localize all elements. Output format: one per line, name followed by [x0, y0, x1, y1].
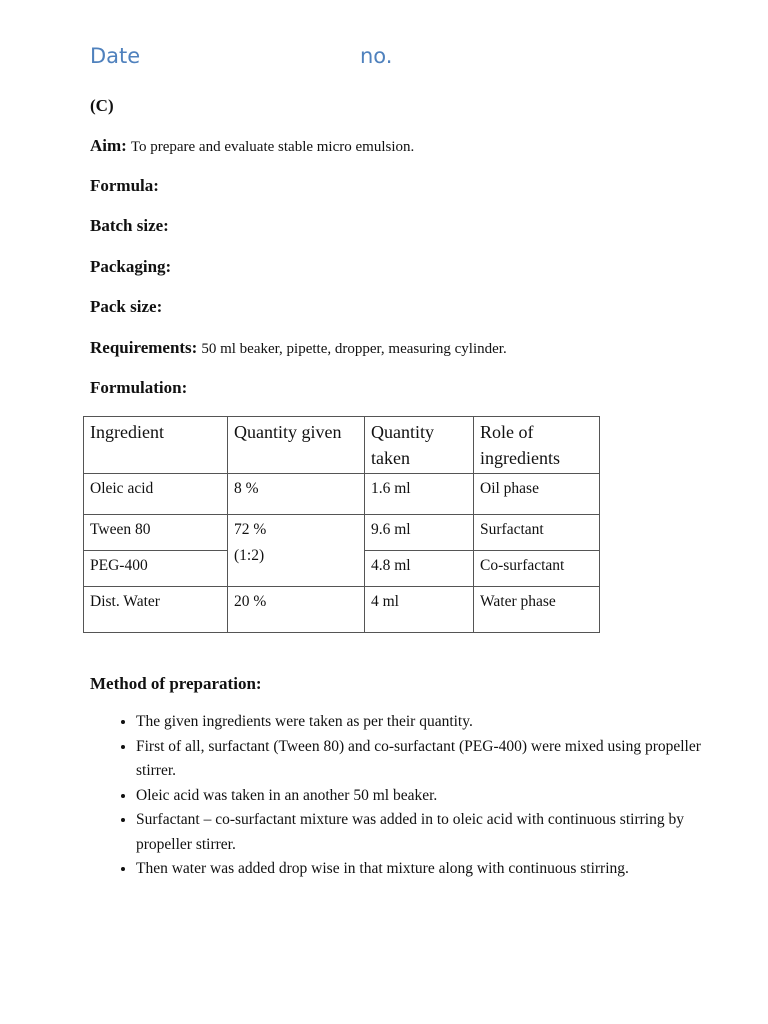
table-cell: 4.8 ml	[365, 551, 474, 587]
formulation-label: Formulation:	[90, 378, 188, 397]
pack-size-label: Pack size:	[90, 297, 163, 316]
table-cell: Oleic acid	[84, 474, 228, 515]
date-label: Date	[90, 44, 141, 68]
table-row	[84, 474, 600, 515]
table-cell: 4 ml	[365, 587, 474, 633]
formula-label: Formula:	[90, 176, 159, 195]
packaging-label: Packaging:	[90, 257, 172, 276]
list-item: • Then water was added drop wise in that mixture along with continuous stirring.	[136, 857, 736, 882]
requirements-text: 50 ml beaker, pipette, dropper, measuring cylinder.	[201, 341, 507, 357]
section-label: (C)	[90, 96, 114, 115]
batch-size-label: Batch size:	[90, 216, 169, 235]
table-cell: Co-surfactant	[474, 551, 600, 587]
table-cell: Oil phase	[474, 474, 600, 515]
table-cell: 72 % (1:2)	[228, 515, 365, 587]
list-item: • Oleic acid was taken in an another 50 ml beaker.	[136, 784, 736, 809]
table-header-row	[84, 417, 600, 474]
requirements-line	[90, 338, 507, 359]
table-row	[84, 587, 600, 633]
list-item: • First of all, surfactant (Tween 80) and co-surfactant (PEG-400) were mixed using propeller stirrer.	[136, 735, 736, 784]
requirements-label: Requirements:	[90, 338, 198, 357]
number-label: no.	[360, 44, 393, 68]
header-cell: Quantity taken	[365, 417, 474, 474]
method-steps-list	[90, 710, 736, 882]
table-cell: Dist. Water	[84, 587, 228, 633]
table-cell: Water phase	[474, 587, 600, 633]
method-title: Method of preparation:	[90, 674, 262, 693]
list-item: • The given ingredients were taken as per their quantity.	[136, 710, 736, 735]
page-header	[90, 44, 393, 68]
list-item: • Surfactant – co-surfactant mixture was added in to oleic acid with continuous stirring by propeller stirrer.	[136, 808, 736, 857]
header-cell: Ingredient	[84, 417, 228, 474]
table-cell: Tween 80	[84, 515, 228, 551]
table-cell: 1.6 ml	[365, 474, 474, 515]
aim-label: Aim:	[90, 136, 127, 155]
header-cell: Quantity given	[228, 417, 365, 474]
table-cell: 8 %	[228, 474, 365, 515]
formulation-table	[83, 416, 600, 633]
aim-text: To prepare and evaluate stable micro emulsion.	[130, 139, 415, 155]
table-cell: 9.6 ml	[365, 515, 474, 551]
table-cell: PEG-400	[84, 551, 228, 587]
aim-line	[90, 136, 414, 157]
table-row	[84, 515, 600, 551]
header-cell: Role of ingredients	[474, 417, 600, 474]
table-cell: 20 %	[228, 587, 365, 633]
table-cell: Surfactant	[474, 515, 600, 551]
